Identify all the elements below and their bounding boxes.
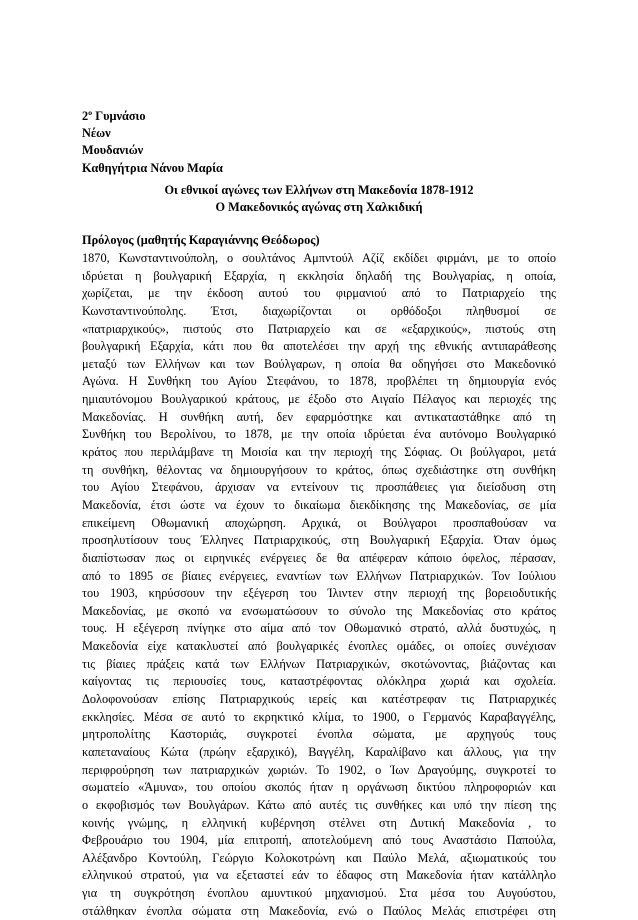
body-line: καπεταναίους Κώτα (πρώην εξαρχικό), Βαγγέλη, Καραλίβανο και άλλους, για την <box>82 744 556 759</box>
school-line-2: Νέων <box>82 126 111 141</box>
document-titles <box>82 182 556 216</box>
body-line: Συνθήκη του Βερολίνου, το 1878, με την οποία ιδρύεται ένα αυτόνομο Βουλγαρικό <box>82 427 556 442</box>
body-line: σωματείο «Άμυνα», του οποίου σκοπός ήταν η οργάνωση δικτύου πληροφοριών και <box>82 780 556 795</box>
body-line: μητροπολίτης Καστοριάς, συγκροτεί ένοπλα σώματα, με αρχηγούς τους <box>82 727 556 742</box>
school-header <box>82 108 223 177</box>
body-line: Μακεδονίας. Η συνθήκη αυτή, δεν εφαρμόστηκε και αντικαταστάθηκε από τη <box>82 409 556 424</box>
body-line: Αγώνα. Η Συνθήκη του Αγίου Στεφάνου, το 1878, προβλέπει τη δημιουργία ενός <box>82 374 556 389</box>
body-line: τη συνθήκη, θέλοντας να δημιουργήσουν το κράτος, όπως σχεδιάστηκε στη συνθήκη <box>82 462 556 477</box>
body-line: 1870, Κωνσταντινούπολη, ο σουλτάνος Αμπντούλ Αζίζ εκδίδει φιρμάνι, με το οποίο <box>82 251 556 265</box>
body-line: κοινής γνώμης, η ελληνική κυβέρνηση στέλνει στη Δυτική Μακεδονία , το <box>82 815 556 830</box>
body-text <box>82 250 556 920</box>
body-line: μεταξύ των Ελλήνων και των Βούλγαρων, η οποία θα οδηγήσει στο Μακεδονικό <box>82 356 556 371</box>
body-line: περιφρούρηση των πατριαρχικών χωριών. Το 1902, ο Ίων Δραγούμης, συγκροτεί το <box>82 762 556 777</box>
body-line: από το 1895 σε βίαιες ενέργειες, εναντίων των Ελλήνων Πατριαρχικών. Τον Ιούλιου <box>82 568 556 583</box>
main-title: Οι εθνικοί αγώνες των Ελλήνων στη Μακεδονία 1878-1912 <box>164 183 474 197</box>
body-line: χωρίζεται, με την έκδοση αυτού του φιρμανιού από το Πατριαρχείο της <box>82 286 556 301</box>
school-line-3: Μουδανιών <box>82 143 144 158</box>
school-line-1: 2º Γυμνάσιο <box>82 109 146 123</box>
body-line: προσηλυτίσουν τους Έλληνες Πατριαρχικούς, στη Βουλγαρική Εξαρχία. Όταν όμως <box>82 533 556 548</box>
body-line: Δολοφονούσαν επίσης Πατριαρχικούς ιερείς και κατέστρεφαν τις Πατριαρχικές <box>82 692 556 707</box>
body-line: Αλέξανδρο Κοντούλη, Γεώργιο Κολοκοτρώνη και Παύλο Μελά, αξιωματικούς του <box>82 850 556 865</box>
body-line: κράτος που περιλάμβανε τη Μοισία και την περιοχή της Σόφιας. Οι βούλγαροι, μετά <box>82 445 556 460</box>
body-line: Μακεδονίας, με σκοπό να ενσωματώσουν το σύνολο της Μακεδονίας στο κράτος <box>82 603 556 618</box>
body-line: του 1903, κηρύσσουν την εξέγερση του Ίλιντεν στην περιοχή της βορειοδυτικής <box>82 586 556 601</box>
body-line: ελληνικού στρατού, για να εξεταστεί εάν το έδαφος στη Μακεδονία ήταν κατάλληλο <box>82 868 556 883</box>
body-line: ιδρύεται η βουλγαρική Εξαρχία, η εκκλησία δηλαδή της Βουλγαρίας, η οποία, <box>82 268 556 283</box>
sub-title: Ο Μακεδονικός αγώνας στη Χαλκιδική <box>215 200 423 215</box>
body-line: τις βίαιες πράξεις κατά των Ελλήνων Πατριαρχικών, σκοτώνοντας, βιάζοντας και <box>82 656 556 671</box>
body-line: τους. Η εξέγερση πνίγηκε στο αίμα από τον Οθωμανικό στρατό, αλλά δυστυχώς, η <box>82 621 556 636</box>
body-line: Κωνσταντινούπολης. Έτσι, διαχωρίζονται οι ορθόδοξοι πληθυσμοί σε <box>82 303 556 318</box>
body-line: διαπίστωσαν πως οι ειρηνικές ενέργειες δε θα απέφεραν κάποιο όφελος, πέρασαν, <box>82 550 556 565</box>
body-line: καίγοντας τις περιουσίες τους, καταστρέφοντας ολόκληρα χωριά και σχολεία. <box>82 674 556 689</box>
body-line: εκκλησίες. Μέσα σε αυτό το εκρηκτικό κλίμα, το 1900, ο Γερμανός Καραβαγγέλης, <box>82 709 556 724</box>
body-line: στάλθηκαν ένοπλα σώματα στη Μακεδονία, ενώ ο Παύλος Μελάς επιστρέφει στη <box>82 903 556 918</box>
teacher-name: Καθηγήτρια Νάνου Μαρία <box>82 160 223 175</box>
body-line: ο εκφοβισμός των Βουλγάρων. Κάτω από αυτές τις συνθήκες και υπό την πίεση της <box>82 797 556 812</box>
section-heading: Πρόλογος (μαθητής Καραγιάννης Θεόδωρος) <box>82 233 320 247</box>
body-line: επικείμενη Οθωμανική αποχώρηση. Αρχικά, οι Βούλγαροι προσπαθούσαν να <box>82 515 556 530</box>
body-line: του Αγίου Στεφάνου, άρχισαν να εντείνουν τις προσπάθειες για διείσδυση στη <box>82 480 556 495</box>
body-line: Φεβρουάριο του 1904, μία επιτροπή, αποτελούμενη από τους Αναστάσιο Παπούλα, <box>82 833 556 848</box>
body-line: ημιαυτόνομου Βουλγαρικού κράτους, με έξοδο στο Αιγαίο Πέλαγος και περιοχές της <box>82 392 556 407</box>
body-line: για τη συγκρότηση ένοπλου αμυντικού μηχανισμού. Στα μέσα του Αυγούστου, <box>82 886 556 901</box>
body-line: Μακεδονία, έτσι ώστε να έχουν το δικαίωμα διεκδίκησης της Μακεδονίας, σε μία <box>82 497 556 512</box>
body-line: «πατριαρχικούς», πιστούς στο Πατριαρχείο και σε «εξαρχικούς», πιστούς στη <box>82 321 556 336</box>
body-line: βουλγαρική Εξαρχία, κάτι που θα αποτελέσει την αρχή της εθνικής αντιπαράθεσης <box>82 339 556 354</box>
body-line: Μακεδονία είχε κατακλυστεί από βουλγαρικές ένοπλες ομάδες, οι οποίες συνέχισαν <box>82 639 556 654</box>
